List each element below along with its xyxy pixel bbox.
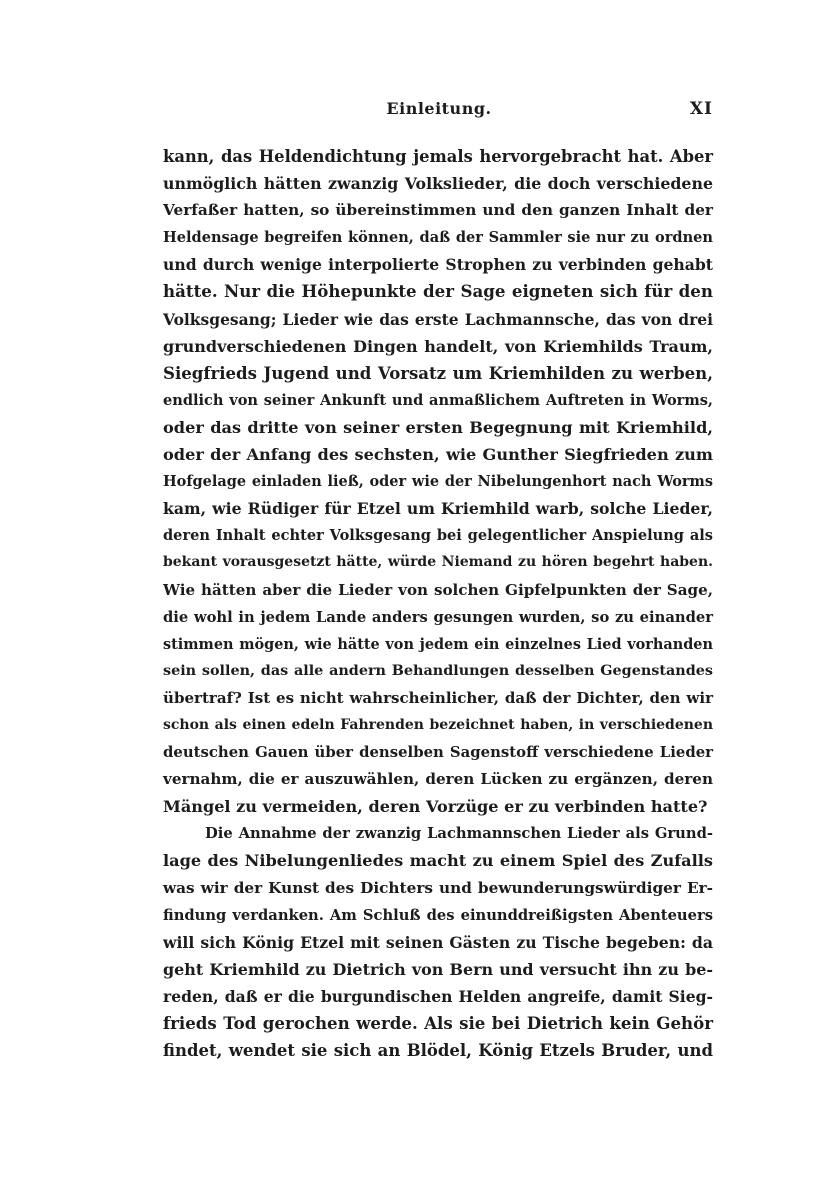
text-line: geht Kriemhild zu Dietrich von Bern und versucht ihn zu be-: [163, 959, 713, 979]
text-line: reden, daß er die burgundischen Helden angreife, damit Sieg-: [163, 986, 713, 1006]
text-line: will sich König Etzel mit seinen Gästen zu Tische begeben: da: [163, 932, 713, 952]
text-line: Siegfrieds Jugend und Vorsatz um Kriemhilden zu werben,: [163, 362, 713, 383]
text-line: findet, wendet sie sich an Blödel, König Etzels Bruder, und: [163, 1041, 713, 1061]
text-line: und durch wenige interpolierte Strophen zu verbinden gehabt: [163, 255, 713, 275]
page-number: XI: [689, 99, 713, 119]
text-line: stimmen mögen, wie hätte von jedem ein einzelnes Lied vorhanden: [163, 635, 713, 653]
text-line: Wie hätten aber die Lieder von solchen Gipfelpunkten der Sage,: [163, 580, 713, 599]
text-line: oder der Anfang des sechsten, wie Gunther Siegfrieden zum: [163, 445, 713, 465]
text-line: frieds Tod gerochen werde. Als sie bei Dietrich kein Gehör: [163, 1013, 713, 1033]
text-line: hätte. Nur die Höhepunkte der Sage eigneten sich für den: [163, 281, 713, 302]
text-line: was wir der Kunst des Dichters und bewunderungswürdiger Er-: [163, 878, 713, 897]
text-line: Hofgelage einladen ließ, oder wie der Nibelungenhort nach Worms: [163, 473, 713, 491]
text-line: kann, das Heldendichtung jemals hervorgebracht hat. Aber: [163, 147, 713, 166]
text-line: lage des Nibelungenliedes macht zu einem Spiel des Zufalls: [163, 851, 713, 871]
text-line: endlich von seiner Ankunft und anmaßlichem Auftreten in Worms,: [163, 391, 713, 409]
body-text: [163, 143, 713, 1064]
running-title: Einleitung.: [386, 99, 492, 118]
text-line: die wohl in jedem Lande anders gesungen wurden, so zu einander: [163, 608, 713, 626]
text-line: übertraf? Ist es nicht wahrscheinlicher, daß der Dichter, den wir: [163, 688, 713, 707]
text-line: unmöglich hätten zwanzig Volkslieder, die doch verschiedene: [163, 174, 713, 194]
text-line: vernahm, die er auszuwählen, deren Lücken zu ergänzen, deren: [163, 770, 713, 789]
text-line: deutschen Gauen über denselben Sagenstoff verschiedene Lieder: [163, 743, 713, 762]
text-line: oder das dritte von seiner ersten Begegnung mit Kriemhild,: [163, 417, 713, 437]
text-line: Verfaßer hatten, so übereinstimmen und den ganzen Inhalt der: [163, 201, 713, 220]
text-line: Mängel zu vermeiden, deren Vorzüge er zu verbinden hatte?: [163, 797, 708, 817]
text-line: kam, wie Rüdiger für Etzel um Kriemhild warb, solche Lieder,: [163, 499, 713, 519]
text-line: grundverschiedenen Dingen handelt, von Kriemhilds Traum,: [163, 336, 713, 356]
text-line: Heldensage begreifen können, daß der Sammler sie nur zu ordnen: [163, 229, 713, 247]
text-line: findung verdanken. Am Schluß des einunddreißigsten Abenteuers: [163, 906, 713, 924]
text-line: sein sollen, das alle andern Behandlungen desselben Gegenstandes: [163, 662, 713, 679]
text-line: deren Inhalt echter Volksgesang bei gelegentlicher Anspielung als: [163, 527, 713, 545]
text-line: Volksgesang; Lieder wie das erste Lachmannsche, das von drei: [163, 309, 713, 329]
text-line: schon als einen edeln Fahrenden bezeichnet haben, in verschiedenen: [163, 716, 713, 733]
text-line: bekant vorausgesetzt hätte, würde Niemand zu hören begehrt haben.: [163, 554, 713, 571]
running-head: [165, 94, 713, 124]
text-line: Die Annahme der zwanzig Lachmannschen Lieder als Grund-: [205, 825, 713, 843]
